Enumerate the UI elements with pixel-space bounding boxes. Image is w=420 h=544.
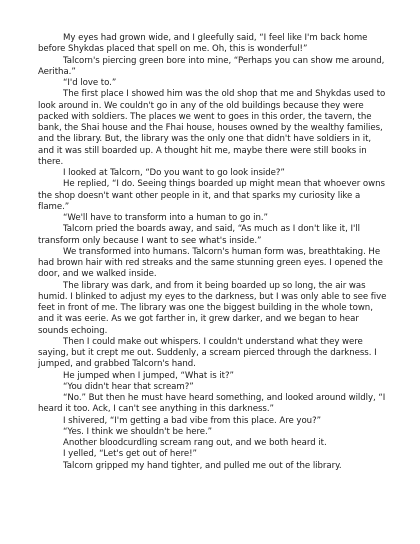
paragraph: Talcorn pried the boards away, and said, “As much as I don't like it, I'll transform only because I want to see what's inside.” (38, 224, 360, 246)
paragraph: “You didn't hear that scream?” (63, 381, 194, 392)
story-page (38, 33, 388, 472)
paragraph: “Yes. I think we shouldn't be here.” (63, 426, 213, 437)
paragraph: We transformed into humans. Talcorn's human form was, breathtaking. He had brown hair with red streaks and the same stunning green eyes. I opened the door, and we walked inside. (38, 246, 383, 280)
paragraph: The library was dark, and from it being boarded up so long, the air was humid. I blinked to adjust my eyes to the darkness, but I was only able to see five feet in front of me. The library was one the biggest building in the whole town, and it was eerie. As we got farther in, it grew darker, and we began to hear sounds echoing. (38, 280, 387, 336)
paragraph: He replied, “I do. Seeing things boarded up might mean that whoever owns the shop doesn't want other people in it, and that sparks my curiosity like a flame.” (38, 179, 385, 212)
paragraph: “I'd love to.” (63, 78, 117, 88)
paragraph: I shivered, “I'm getting a bad vibe from this place. Are you?” (63, 415, 321, 426)
paragraph: My eyes had grown wide, and I gleefully said, “I feel like I'm back home before Shykdas placed that spell on me. Oh, this is wonderful!” (38, 33, 368, 55)
paragraph: I yelled, “Let's get out of here!” (63, 449, 197, 460)
paragraph: He jumped when I jumped, “What is it?” (63, 370, 234, 381)
paragraph: Another bloodcurdling scream rang out, and we both heard it. (63, 438, 327, 448)
paragraph: “No.” But then he must have heard something, and looked around wildly, “I heard it too. Ack, I can't see anything in this darkness.” (38, 393, 386, 415)
paragraph: Talcorn gripped my hand tighter, and pulled me out of the library. (63, 460, 342, 471)
paragraph: “We'll have to transform into a human to go in.” (63, 213, 268, 223)
paragraph: Then I could make out whispers. I couldn't understand what they were saying, but it crept me out. Suddenly, a scream pierced through the darkness. I jumped, and grabbed Talcorn's hand. (38, 336, 377, 370)
paragraph: Talcorn's piercing green bore into mine, “Perhaps you can show me around, Aeritha.” (38, 55, 385, 77)
paragraph: The first place I showed him was the old shop that me and Shykdas used to look around in. We couldn't go in any of the old buildings because they were packed with soldiers. The places we went to goes in this order, the tavern, the bank, the Shai house and the Fhai house, houses owned by the wealthy families, and the library. But, the library was the only one that didn't have soldiers in it, and it was still boarded up. A thought hit me, maybe there were still books in there. (38, 89, 386, 167)
paragraph: I looked at Talcorn, “Do you want to go look inside?” (63, 168, 285, 178)
